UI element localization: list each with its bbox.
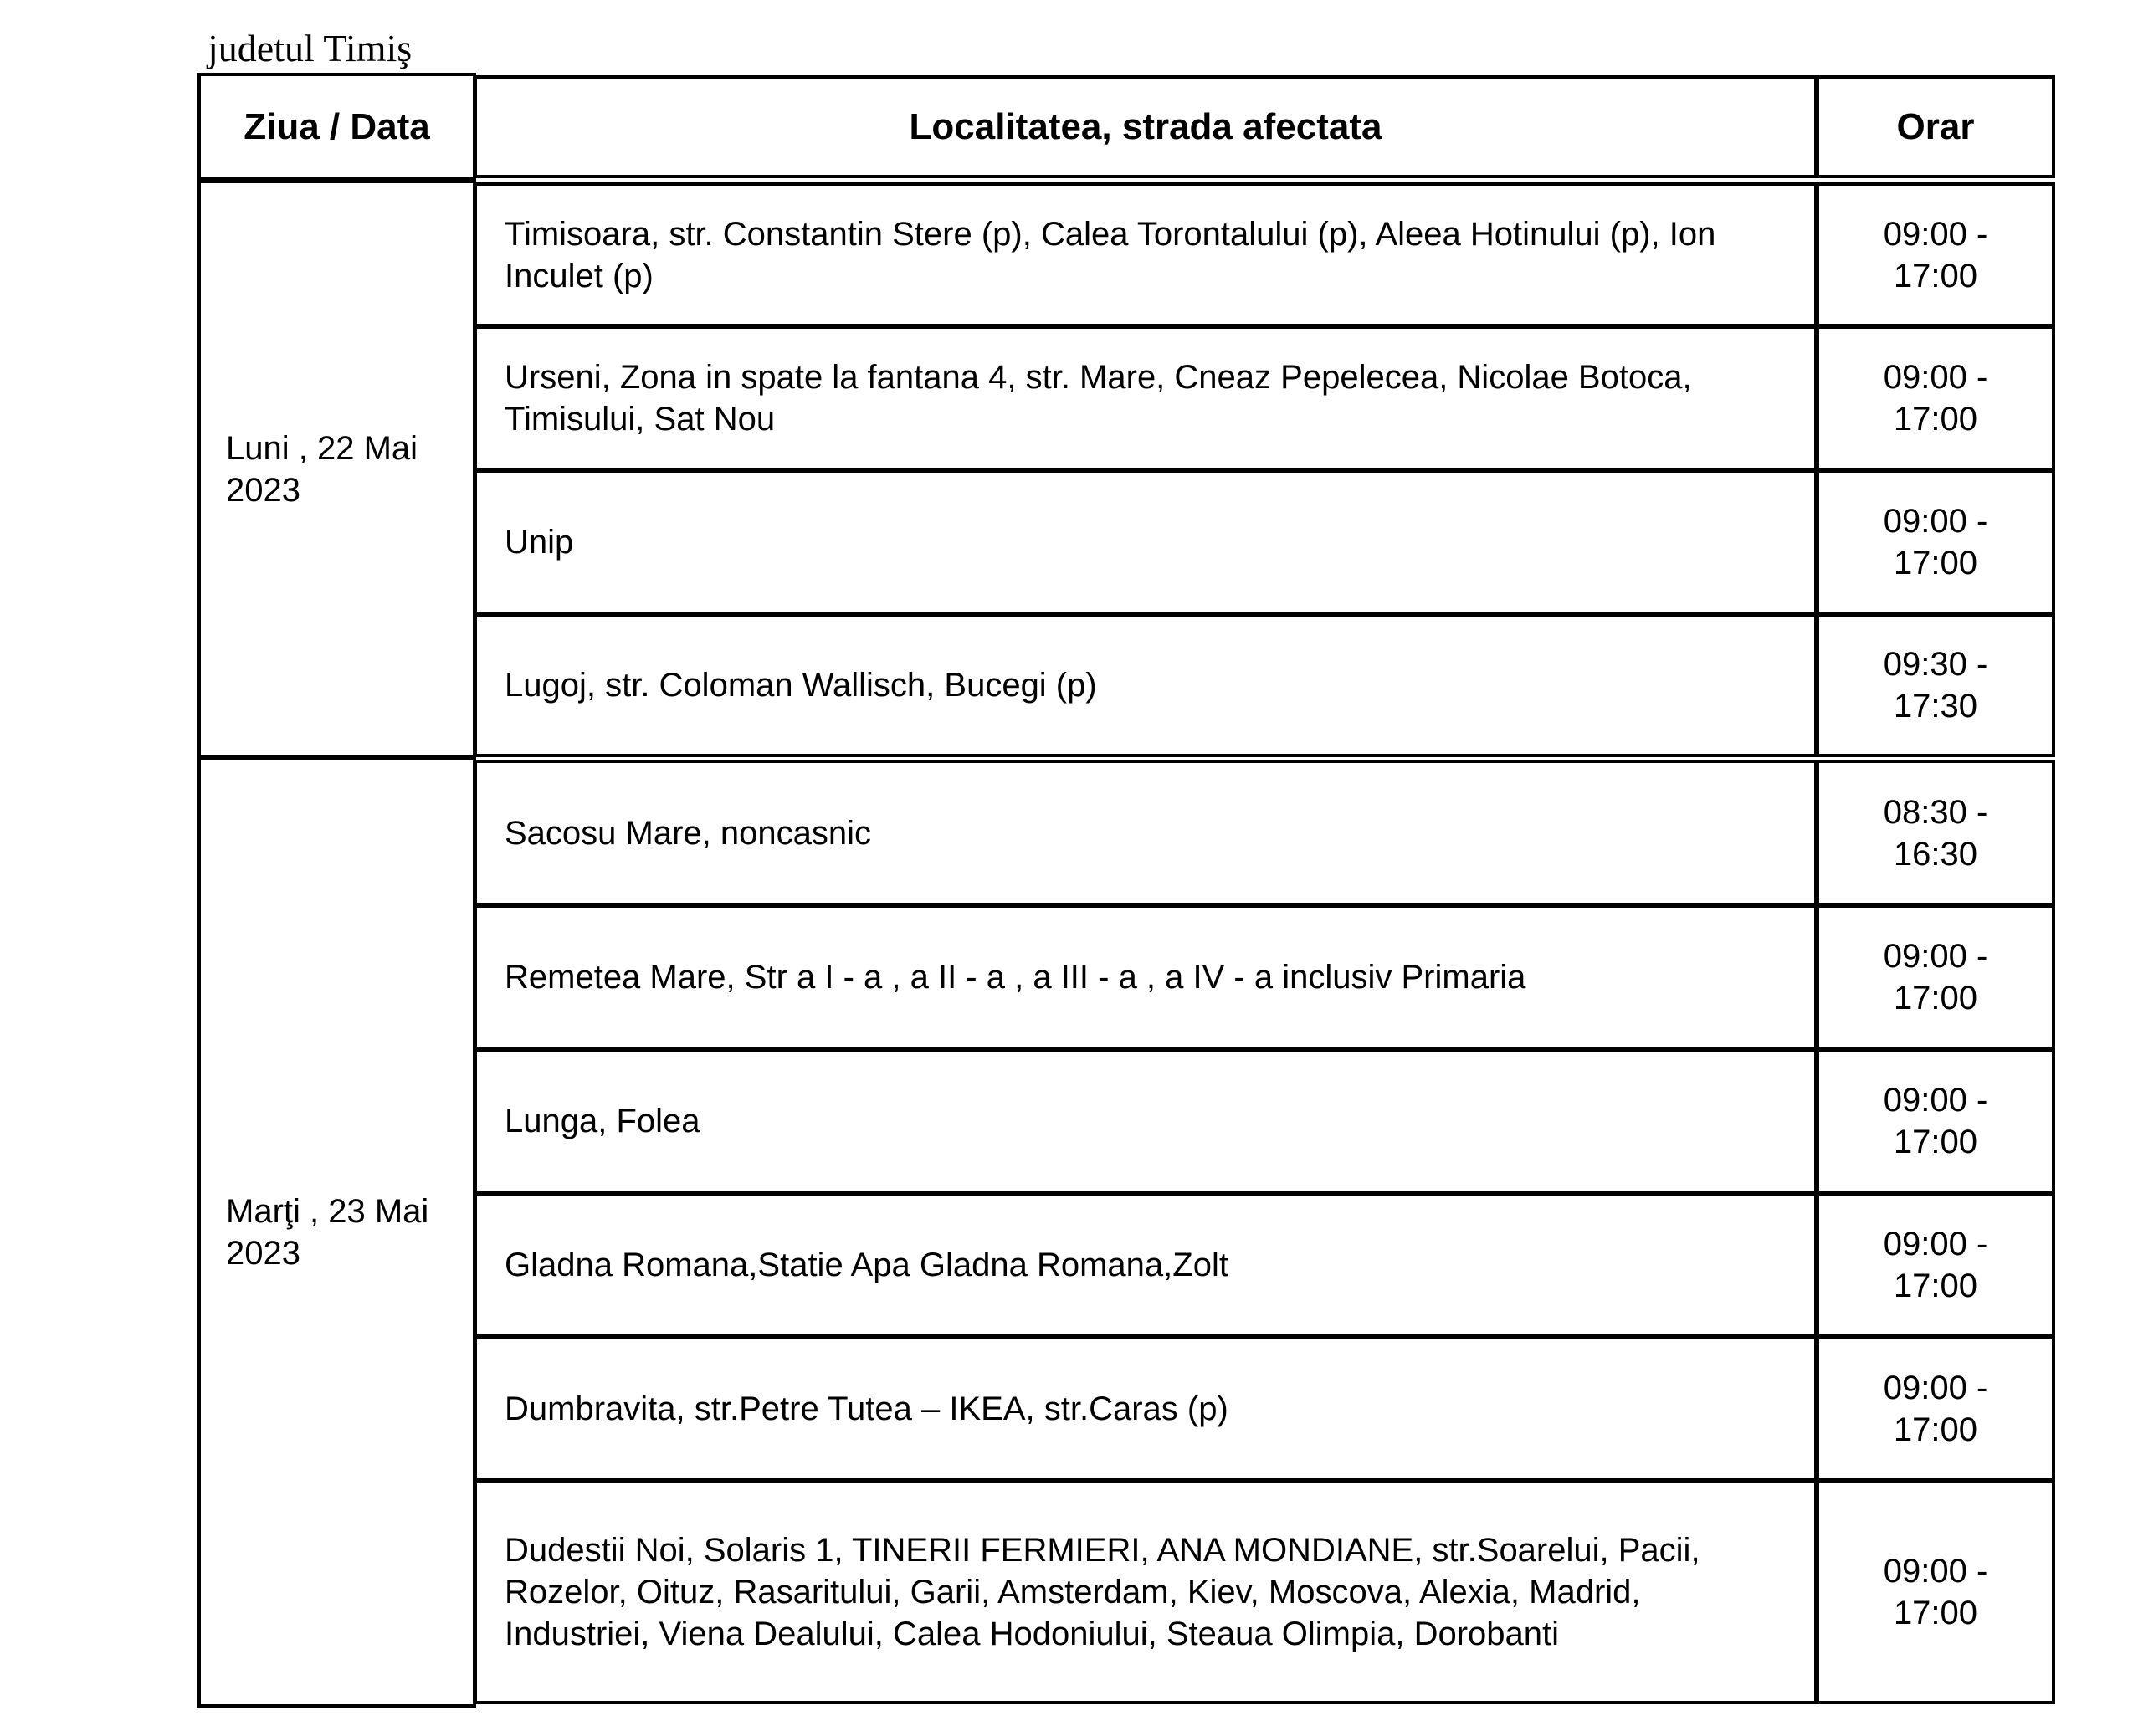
schedule-cell [1816, 325, 2055, 471]
time-start: 09:00 - [1883, 215, 1988, 253]
schedule-cell [1816, 904, 2055, 1050]
time-end: 17:00 [1893, 545, 1978, 581]
location-cell: Sacosu Mare, noncasnic [474, 760, 1818, 906]
time-end: 17:00 [1893, 1124, 1978, 1160]
time-end: 17:00 [1893, 1595, 1978, 1631]
time-end: 16:30 [1893, 835, 1978, 873]
time-start: 09:00 - [1883, 938, 1988, 975]
day-year-line: 2023 [226, 472, 300, 509]
schedule-cell [1816, 469, 2055, 615]
location-cell: Timisoara, str. Constantin Stere (p), Calea Torontalului (p), Aleea Hotinului (p), Ion Inculet (p) [474, 182, 1818, 327]
time-end: 17:00 [1893, 257, 1978, 294]
time-start: 09:00 - [1883, 1082, 1988, 1119]
time-end: 17:00 [1893, 1411, 1978, 1448]
time-start: 09:00 - [1883, 503, 1988, 540]
schedule-cell [1816, 760, 2055, 906]
time-start: 09:00 - [1883, 1553, 1988, 1590]
time-start: 09:30 - [1883, 646, 1988, 683]
location-cell: Dudestii Noi, Solaris 1, TINERII FERMIERI, ANA MONDIANE, str.Soarelui, Pacii, Rozelor, Oituz, Rasaritului, Garii, Amsterdam, Kiev, Moscova, Alexia, Madrid, Industriei, Viena Dealului, Calea Hodoniului, Steaua Olimpia, Dorobanti [474, 1480, 1818, 1704]
location-cell: Gladna Romana,Statie Apa Gladna Romana,Zolt [474, 1192, 1818, 1338]
schedule-cell [1816, 1192, 2055, 1338]
time-end: 17:00 [1893, 401, 1978, 438]
location-cell: Dumbravita, str.Petre Tutea – IKEA, str.Caras (p) [474, 1336, 1818, 1482]
time-start: 08:30 - [1883, 793, 1988, 831]
day-date-line: Luni , 22 Mai [226, 430, 418, 467]
location-cell: Lunga, Folea [474, 1048, 1818, 1194]
location-cell: Remetea Mare, Str a I - a , a II - a , a III - a , a IV - a inclusiv Primaria [474, 904, 1818, 1050]
time-start: 09:00 - [1883, 359, 1988, 396]
schedule-cell [1816, 1480, 2055, 1704]
day-cell-tuesday [197, 757, 476, 1708]
day-year-line: 2023 [226, 1235, 300, 1272]
schedule-cell [1816, 182, 2055, 327]
time-start: 09:00 - [1883, 1370, 1988, 1406]
header-schedule: Orar [1816, 75, 2055, 178]
header-date: Ziua / Data [197, 73, 476, 181]
day-cell-monday [197, 180, 476, 759]
location-cell: Unip [474, 469, 1818, 615]
schedule-cell [1816, 613, 2055, 757]
time-end: 17:00 [1893, 1267, 1978, 1304]
time-start: 09:00 - [1883, 1226, 1988, 1262]
schedule-cell [1816, 1336, 2055, 1482]
location-cell: Urseni, Zona in spate la fantana 4, str. Mare, Cneaz Pepelecea, Nicolae Botoca, Timisului, Sat Nou [474, 325, 1818, 471]
county-label: judetul Timiş [208, 27, 413, 69]
location-cell: Lugoj, str. Coloman Wallisch, Bucegi (p) [474, 613, 1818, 757]
time-end: 17:00 [1893, 980, 1978, 1017]
day-date-line: Marţi , 23 Mai [226, 1193, 429, 1230]
schedule-cell [1816, 1048, 2055, 1194]
header-location: Localitatea, strada afectata [474, 75, 1818, 178]
time-end: 17:30 [1893, 688, 1978, 725]
